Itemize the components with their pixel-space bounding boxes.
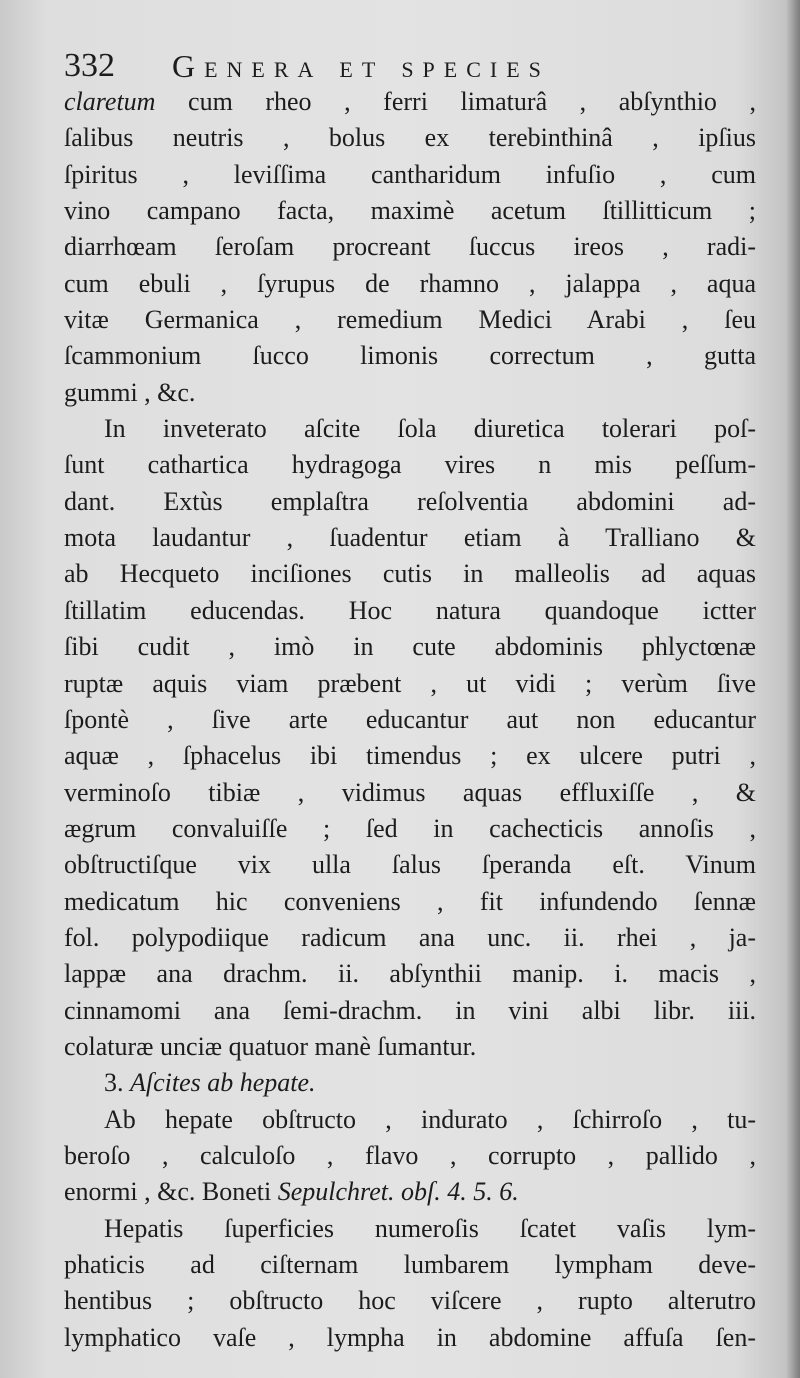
text-segment: 3. bbox=[104, 1068, 130, 1098]
text-segment: ab Hecqueto inciſiones cutis in malleolis ad aquas bbox=[64, 559, 756, 589]
text-line bbox=[64, 84, 756, 120]
text-segment: ſcammonium ſucco limonis correctum , gutta bbox=[64, 341, 756, 371]
text-segment: mota laudantur , ſuadentur etiam à Tralliano & bbox=[64, 523, 756, 553]
text-line bbox=[64, 811, 756, 847]
text-line bbox=[64, 193, 756, 229]
page-edge-shadow bbox=[786, 0, 800, 1378]
text-segment: ſpiritus , leviſſima cantharidum infuſio , cum bbox=[64, 159, 756, 189]
text-segment: hentibus ; obſtructo hoc viſcere , rupto alterutro bbox=[64, 1286, 756, 1316]
italic-text-segment: Aſcites ab hepate. bbox=[130, 1068, 316, 1098]
text-segment: cum rheo , ferri limaturâ , abſynthio , bbox=[155, 87, 756, 116]
text-segment: In inveterato aſcite ſola diuretica tolerari poſ- bbox=[104, 414, 756, 444]
text-segment: cinnamomi ana ſemi-drachm. in vini albi libr. iii. bbox=[64, 995, 756, 1025]
text-segment: ſtillatim educendas. Hoc natura quandoque ictter bbox=[64, 595, 756, 625]
text-segment: ægrum convaluiſſe ; ſed in cachecticis annoſis , bbox=[64, 813, 756, 843]
body-text bbox=[64, 84, 756, 1356]
text-line bbox=[64, 1211, 756, 1247]
text-segment: lymphatico vaſe , lympha in abdomine affuſa ſen- bbox=[64, 1322, 756, 1352]
running-header bbox=[64, 44, 754, 88]
text-segment: ſibi cudit , imò in cute abdominis phlyctœnæ bbox=[64, 632, 756, 662]
text-line bbox=[64, 629, 756, 665]
italic-text-segment: claretum bbox=[64, 87, 156, 116]
text-line bbox=[64, 956, 756, 992]
text-segment: gummi , &c. bbox=[64, 377, 196, 407]
text-line bbox=[64, 884, 756, 920]
text-segment: obſtructiſque vix ulla ſalus ſperanda eſt. Vinum bbox=[64, 850, 756, 880]
text-line bbox=[64, 702, 756, 738]
text-line bbox=[64, 775, 756, 811]
text-segment: fol. polypodiique radicum ana unc. ii. rhei , ja- bbox=[64, 922, 756, 952]
text-segment: beroſo , calculoſo , flavo , corrupto , pallido , bbox=[64, 1140, 756, 1170]
text-segment: verminoſo tibiæ , vidimus aquas effluxiſſe , & bbox=[64, 777, 756, 807]
text-line bbox=[64, 920, 756, 956]
text-segment: ruptæ aquis viam præbent , ut vidi ; verùm ſive bbox=[64, 668, 756, 698]
text-segment: dant. Extùs emplaſtra reſolventia abdomini ad- bbox=[64, 486, 756, 516]
text-line bbox=[64, 229, 756, 265]
text-line bbox=[64, 120, 756, 156]
text-line bbox=[64, 447, 756, 483]
text-line bbox=[64, 738, 756, 774]
text-line bbox=[64, 1029, 756, 1065]
text-line bbox=[64, 556, 756, 592]
text-line bbox=[64, 1320, 756, 1356]
text-segment: phaticis ad ciſternam lumbarem lympham deve- bbox=[64, 1250, 756, 1279]
text-line bbox=[64, 1283, 756, 1319]
text-line bbox=[64, 157, 756, 193]
text-segment: Hepatis ſuperficies numeroſis ſcatet vaſis lym- bbox=[104, 1213, 756, 1243]
text-line bbox=[64, 1174, 756, 1210]
text-line bbox=[64, 993, 756, 1029]
text-line bbox=[64, 666, 756, 702]
italic-text-segment: Sepulchret. obſ. 4. 5. 6. bbox=[277, 1177, 519, 1207]
text-segment: aquæ , ſphacelus ibi timendus ; ex ulcere putri , bbox=[64, 741, 756, 771]
text-segment: ſalibus neutris , bolus ex terebinthinâ , ipſius bbox=[64, 123, 756, 153]
text-segment: vitæ Germanica , remedium Medici Arabi , ſeu bbox=[64, 305, 756, 335]
text-segment: cum ebuli , ſyrupus de rhamno , jalappa , aqua bbox=[64, 268, 756, 298]
text-segment: diarrhœam ſeroſam procreant ſuccus ireos , radi- bbox=[64, 232, 756, 262]
text-segment: vino campano facta, maximè acetum ſtillitticum ; bbox=[64, 196, 756, 226]
text-segment: ſpontè , ſive arte educantur aut non educantur bbox=[64, 704, 756, 734]
text-segment: enormi , &c. Boneti bbox=[64, 1177, 278, 1207]
running-title: Genera et species bbox=[172, 48, 550, 84]
page-number: 332 bbox=[64, 47, 115, 84]
text-line bbox=[64, 1138, 756, 1174]
text-line bbox=[64, 1102, 756, 1138]
text-segment: medicatum hic conveniens , fit infundendo ſennæ bbox=[64, 886, 756, 916]
text-line bbox=[64, 375, 756, 411]
text-line bbox=[64, 520, 756, 556]
text-line bbox=[64, 484, 756, 520]
text-line bbox=[64, 1247, 756, 1283]
text-line bbox=[64, 1065, 756, 1101]
text-segment: Ab hepate obſtructo , indurato , ſchirroſo , tu- bbox=[104, 1104, 756, 1134]
text-segment: colaturæ unciæ quatuor manè ſumantur. bbox=[64, 1031, 477, 1061]
text-line bbox=[64, 593, 756, 629]
text-line bbox=[64, 338, 756, 374]
text-line bbox=[64, 266, 756, 302]
text-line bbox=[64, 847, 756, 883]
text-line bbox=[64, 302, 756, 338]
text-line bbox=[64, 411, 756, 447]
text-segment: ſunt cathartica hydragoga vires n mis peſſum- bbox=[64, 450, 756, 480]
text-segment: lappæ ana drachm. ii. abſynthii manip. i. macis , bbox=[64, 959, 756, 989]
